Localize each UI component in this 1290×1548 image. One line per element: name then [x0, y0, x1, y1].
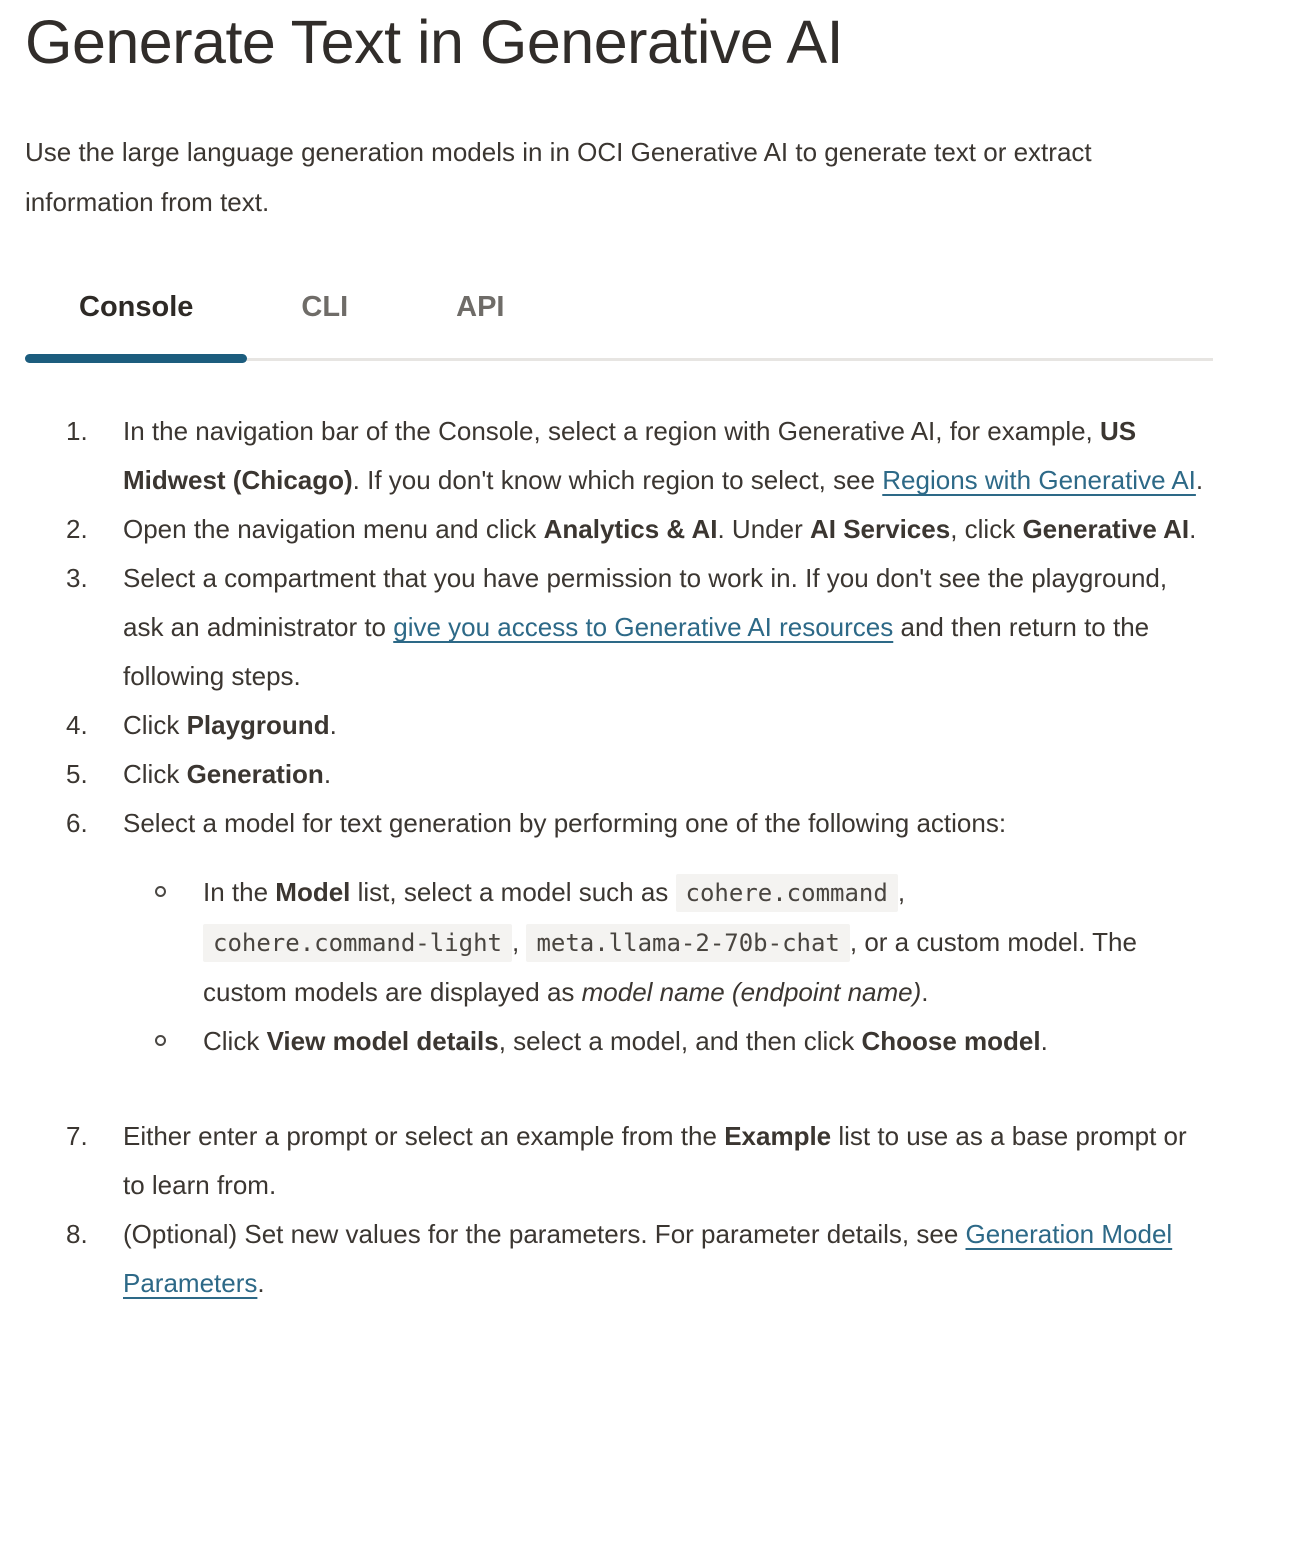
bold-text: Analytics & AI: [543, 514, 718, 545]
inline-link[interactable]: give you access to Generative AI resources: [393, 612, 894, 643]
step-text: [123, 1112, 1209, 1210]
inline-link[interactable]: Regions with Generative AI: [882, 465, 1196, 496]
code-span: cohere.command-light: [203, 924, 512, 962]
text-run: , select a model, and then click: [498, 1026, 862, 1057]
list-item: [66, 799, 1213, 1112]
text-run: In the: [203, 877, 276, 908]
text-run: , or a custom model. The custom models are displayed as: [203, 927, 1137, 1008]
doc-page: [25, 6, 1213, 1308]
bold-text: Example: [724, 1121, 832, 1152]
intro-paragraph: Use the large language generation models in in OCI Generative AI to generate text or extract information from text.: [25, 137, 1092, 218]
step-text: [123, 554, 1209, 701]
text-run: .: [323, 759, 332, 790]
text-run: . If you don't know which region to select, see: [352, 465, 883, 496]
italic-text: model name (endpoint name): [581, 977, 922, 1008]
step-number: 3.: [66, 563, 88, 594]
step-number: 8.: [66, 1219, 88, 1250]
bold-text: US Midwest (Chicago): [123, 416, 1137, 496]
text-run: .: [257, 1268, 265, 1299]
list-item: [66, 1112, 1213, 1210]
text-run: In the navigation bar of the Console, select a region with Generative AI, for example,: [123, 416, 1101, 447]
text-run: Select a model for text generation by performing one of the following actions:: [123, 808, 1007, 839]
list-item: [66, 750, 1213, 799]
bold-text: View model details: [266, 1026, 499, 1057]
text-run: .: [1040, 1026, 1048, 1057]
sub-list-item: [123, 868, 1209, 1017]
steps-list: [25, 407, 1213, 1308]
step-text: [123, 407, 1209, 505]
bold-text: Choose model: [861, 1026, 1041, 1057]
bold-text: Generative AI: [1022, 514, 1190, 545]
tab-bar: [25, 283, 1213, 361]
bold-text: AI Services: [809, 514, 951, 545]
text-run: , click: [950, 514, 1023, 545]
text-run: ,: [511, 927, 527, 958]
step-text: [123, 799, 1209, 1112]
text-run: ,: [897, 877, 906, 908]
inline-link[interactable]: Generation Model Parameters: [123, 1219, 1173, 1299]
text-run: . Under: [717, 514, 810, 545]
text-run: Select a compartment that you have permission to work in. If you don't see the playground, ask an administrator to: [123, 563, 1168, 643]
bold-text: Playground: [186, 710, 330, 741]
text-run: list, select a model such as: [350, 877, 676, 908]
sub-list-item: [123, 1017, 1209, 1066]
text-run: .: [1189, 514, 1197, 545]
step-number: 5.: [66, 759, 88, 790]
circle-bullet-icon: [123, 868, 203, 917]
step-number: 1.: [66, 416, 88, 447]
text-run: Click: [123, 710, 187, 741]
list-item: [66, 407, 1213, 505]
step-number: 6.: [66, 808, 88, 839]
text-run: and then return to the following steps.: [123, 612, 1150, 692]
substep-text: [203, 868, 1207, 1017]
text-run: Either enter a prompt or select an example from the: [123, 1121, 725, 1152]
substep-text: [203, 1017, 1207, 1066]
bold-text: Generation: [186, 759, 324, 790]
text-run: list to use as a base prompt or to learn from.: [123, 1121, 1187, 1201]
text-run: .: [1195, 465, 1204, 496]
substeps-list: [123, 868, 1209, 1066]
text-run: (Optional) Set new values for the parameters. For parameter details, see: [123, 1219, 966, 1250]
list-item: [66, 554, 1213, 701]
text-run: .: [329, 710, 337, 741]
tab-cli[interactable]: CLI: [301, 291, 349, 324]
tab-console[interactable]: Console: [25, 283, 247, 358]
page-title: Generate Text in Generative AI: [25, 8, 844, 76]
code-span: cohere.command: [676, 874, 898, 912]
step-number: 4.: [66, 710, 88, 741]
step-number: 7.: [66, 1121, 88, 1152]
code-span: meta.llama-2-70b-chat: [526, 924, 849, 962]
text-run: Click: [123, 759, 187, 790]
text-run: Click: [203, 1026, 267, 1057]
tab-api[interactable]: API: [456, 291, 505, 324]
text-run: Open the navigation menu and click: [123, 514, 544, 545]
list-item: [66, 505, 1213, 554]
step-number: 2.: [66, 514, 88, 545]
step-text: [123, 1210, 1209, 1308]
step-text: [123, 505, 1209, 554]
text-run: .: [921, 977, 929, 1008]
list-item: [66, 701, 1213, 750]
circle-bullet-icon: [123, 1017, 203, 1066]
step-text: [123, 750, 1209, 799]
step-text: [123, 701, 1209, 750]
list-item: [66, 1210, 1213, 1308]
bold-text: Model: [275, 877, 351, 908]
